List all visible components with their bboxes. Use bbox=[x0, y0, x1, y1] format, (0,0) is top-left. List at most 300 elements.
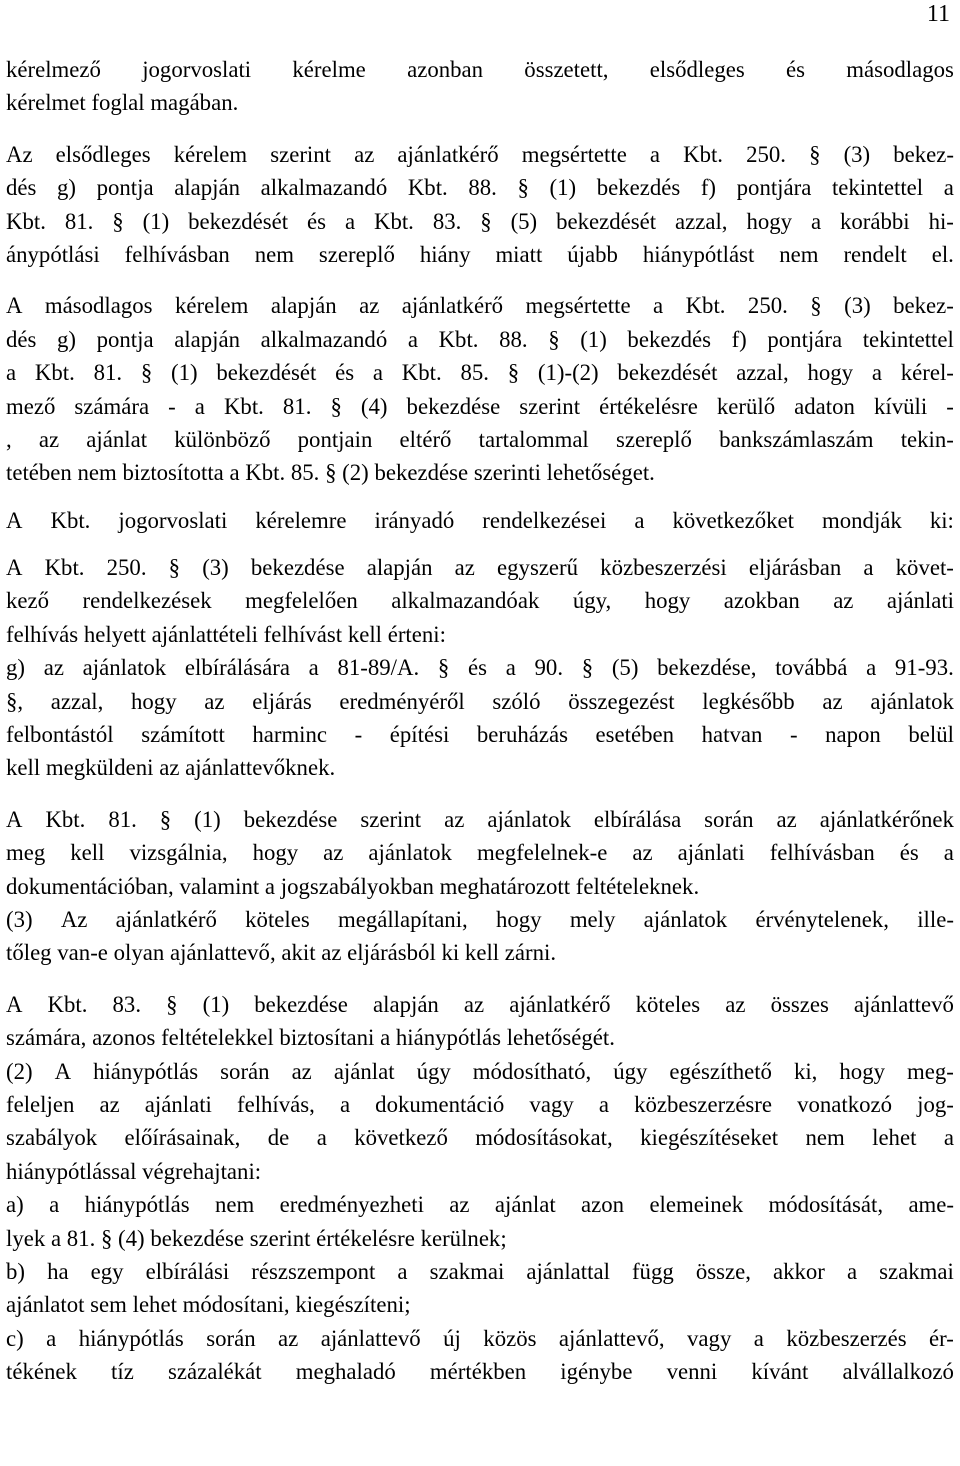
word: szereplő bbox=[615, 426, 692, 452]
word: Kbt. bbox=[6, 208, 46, 234]
word: kívánt bbox=[751, 1359, 809, 1385]
word: A bbox=[6, 991, 23, 1017]
word: kell bbox=[70, 840, 105, 866]
word: A bbox=[6, 507, 23, 533]
word: és bbox=[468, 655, 487, 681]
word: 250. bbox=[746, 141, 786, 167]
word: Kbt. bbox=[34, 360, 75, 386]
word: (1) bbox=[194, 806, 221, 832]
word: másodlagos bbox=[44, 293, 153, 319]
paragraph-spacer bbox=[6, 490, 954, 504]
word: feleljen bbox=[6, 1091, 75, 1117]
word: mértékben bbox=[429, 1359, 527, 1385]
word: § bbox=[809, 141, 821, 167]
word: eltérő bbox=[399, 426, 452, 452]
word: bekezdése, bbox=[657, 655, 757, 681]
word: az bbox=[776, 806, 797, 832]
word: bankszámlaszám bbox=[719, 426, 874, 452]
word: továbbá bbox=[775, 655, 848, 681]
word: pontjára bbox=[767, 326, 843, 352]
text-line bbox=[6, 836, 954, 869]
text-line bbox=[6, 718, 954, 751]
text-line bbox=[6, 138, 954, 171]
word: meg- bbox=[906, 1058, 954, 1084]
word: mely bbox=[569, 906, 616, 932]
word: ajánlatkérőnek bbox=[819, 806, 954, 832]
word: tőleg van-e olyan ajánlattevő, akit az eljárásból ki kell zárni. bbox=[6, 940, 557, 966]
word: pontja bbox=[96, 326, 154, 352]
text-line bbox=[6, 936, 954, 969]
text-line bbox=[6, 1222, 954, 1255]
text-line bbox=[6, 618, 954, 651]
word: ajánlattevő bbox=[320, 1325, 421, 1351]
word: az bbox=[632, 840, 653, 866]
word: Kbt. bbox=[223, 393, 264, 419]
word: ajánlatok bbox=[82, 655, 167, 681]
word: § bbox=[480, 208, 492, 234]
word: alapján bbox=[366, 555, 433, 581]
word: 83. bbox=[432, 208, 462, 234]
word: hogy bbox=[131, 688, 177, 714]
word: el. bbox=[931, 241, 954, 267]
word: A bbox=[6, 555, 23, 581]
word: kérelem bbox=[173, 141, 248, 167]
word: szerint bbox=[519, 393, 581, 419]
word: alapján bbox=[270, 293, 337, 319]
word: jog- bbox=[917, 1091, 954, 1117]
word: a bbox=[397, 1258, 408, 1284]
word: rendelkezései bbox=[482, 507, 607, 533]
word: módosításokat, bbox=[475, 1125, 613, 1151]
word: azon bbox=[581, 1192, 625, 1218]
word: g) bbox=[57, 326, 76, 352]
word: az bbox=[43, 655, 64, 681]
word: legkésőbb bbox=[702, 688, 795, 714]
word: nem bbox=[805, 1125, 845, 1151]
text-line bbox=[6, 1255, 954, 1288]
text-line bbox=[6, 323, 954, 356]
word: a bbox=[943, 175, 954, 201]
word: eredményéről bbox=[339, 688, 465, 714]
word: előírásainak, bbox=[124, 1125, 241, 1151]
text-line bbox=[6, 1355, 954, 1388]
word: § bbox=[548, 326, 560, 352]
word: és bbox=[335, 360, 355, 386]
word: c) bbox=[6, 1325, 24, 1351]
word: bekez- bbox=[893, 293, 954, 319]
word: bekezdését bbox=[216, 360, 317, 386]
word: hiánypótlás bbox=[78, 1325, 184, 1351]
word: Kbt. bbox=[47, 991, 88, 1017]
word: de bbox=[267, 1125, 290, 1151]
word: összes bbox=[770, 991, 829, 1017]
word: vagy bbox=[687, 1325, 732, 1351]
word: a bbox=[344, 208, 356, 234]
word: § bbox=[517, 175, 529, 201]
word: ajánlatok bbox=[643, 906, 728, 932]
word: Kbt. bbox=[438, 326, 479, 352]
word: a bbox=[598, 1091, 609, 1117]
word: részszempont bbox=[251, 1258, 376, 1284]
word: (5) bbox=[510, 208, 538, 234]
word: hi- bbox=[928, 208, 954, 234]
word: eredményezheti bbox=[279, 1192, 424, 1218]
word: 88. bbox=[468, 175, 497, 201]
word: bekezdése bbox=[254, 991, 348, 1017]
word: 81-89/A. bbox=[337, 655, 420, 681]
word: pontja bbox=[96, 175, 154, 201]
word: hogy bbox=[252, 840, 299, 866]
word: esetében bbox=[595, 722, 675, 748]
word: rendelt bbox=[843, 241, 907, 267]
word: közbeszerzésre bbox=[634, 1091, 773, 1117]
text-line bbox=[6, 651, 954, 684]
word: a bbox=[653, 293, 664, 319]
word: ha bbox=[47, 1258, 69, 1284]
word: 88. bbox=[499, 326, 528, 352]
text-line bbox=[6, 238, 954, 271]
word: - bbox=[789, 722, 798, 748]
word: (1) bbox=[202, 991, 230, 1017]
word: az bbox=[444, 806, 465, 832]
word: új bbox=[443, 1325, 461, 1351]
word: Kbt. bbox=[683, 141, 724, 167]
word: Kbt. bbox=[44, 555, 85, 581]
text-line bbox=[6, 1188, 954, 1221]
word: másodlagos bbox=[846, 57, 954, 82]
word: össze, bbox=[695, 1258, 751, 1284]
text-line bbox=[6, 988, 954, 1021]
word: úgy bbox=[613, 1058, 648, 1084]
word: a bbox=[308, 655, 319, 681]
word: kiegészítéseket bbox=[640, 1125, 779, 1151]
word: az bbox=[291, 1058, 312, 1084]
word: a bbox=[339, 1091, 351, 1117]
word: (1) bbox=[549, 175, 577, 201]
word: eljárásban bbox=[748, 555, 842, 581]
word: során bbox=[704, 806, 754, 832]
word: alapján bbox=[373, 991, 439, 1017]
word: kérelme bbox=[292, 57, 366, 82]
word: tekin- bbox=[900, 426, 954, 452]
word: Az bbox=[60, 906, 88, 932]
word: felhívásban bbox=[769, 840, 875, 866]
word: elbírálási bbox=[145, 1258, 230, 1284]
text-line bbox=[6, 504, 954, 537]
word: a bbox=[407, 326, 418, 352]
word: tékének bbox=[6, 1359, 77, 1385]
word: bekezdése bbox=[406, 393, 501, 419]
word: a bbox=[753, 1325, 764, 1351]
word: § bbox=[112, 208, 124, 234]
word: (2) bbox=[6, 1058, 33, 1084]
word: ajánlatkérő bbox=[115, 906, 217, 932]
word: (1) bbox=[580, 326, 607, 352]
word: közbeszerzés bbox=[786, 1325, 907, 1351]
text-line bbox=[6, 205, 954, 238]
word: módosítását, bbox=[768, 1192, 884, 1218]
paragraph-spacer bbox=[6, 271, 954, 289]
word: kell megküldeni az ajánlattevőknek. bbox=[6, 755, 336, 781]
paragraph bbox=[6, 551, 954, 785]
word: vizsgálnia, bbox=[129, 840, 228, 866]
paragraph bbox=[6, 803, 954, 970]
word: Kbt. bbox=[407, 175, 448, 201]
word: ajánlati bbox=[144, 1091, 212, 1117]
word: ajánlatok bbox=[368, 840, 452, 866]
word: g) bbox=[57, 175, 76, 201]
word: ajánlattal bbox=[526, 1258, 610, 1284]
word: beruházás bbox=[476, 722, 568, 748]
paragraph-spacer bbox=[6, 785, 954, 803]
word: a bbox=[943, 1125, 954, 1151]
word: az bbox=[454, 555, 475, 581]
word: a bbox=[372, 360, 384, 386]
word: az bbox=[278, 1325, 299, 1351]
word: és bbox=[899, 840, 919, 866]
word: ajánlatkérő bbox=[509, 991, 611, 1017]
word: § bbox=[581, 655, 594, 681]
word: hiánypótlás bbox=[84, 1192, 190, 1218]
word: § bbox=[168, 555, 181, 581]
word: a bbox=[943, 840, 954, 866]
word: ajánlattevő bbox=[853, 991, 954, 1017]
word: ajánlatkérő bbox=[397, 141, 499, 167]
text-line bbox=[6, 1055, 954, 1088]
word: § bbox=[437, 655, 450, 681]
word: az bbox=[99, 1091, 120, 1117]
word: kérelmező bbox=[6, 57, 101, 82]
word: (3) bbox=[843, 141, 871, 167]
word: megfelelnek-e bbox=[476, 840, 608, 866]
word: (1)-(2) bbox=[537, 360, 599, 386]
word: dés bbox=[6, 175, 37, 201]
word: b) bbox=[6, 1258, 25, 1284]
word: 85. bbox=[460, 360, 489, 386]
word: kező bbox=[6, 588, 50, 614]
word: § bbox=[166, 991, 178, 1017]
word: következő bbox=[354, 1125, 448, 1151]
word: napon bbox=[825, 722, 881, 748]
word: 81. bbox=[64, 208, 94, 234]
word: a bbox=[316, 1125, 327, 1151]
word: meg bbox=[6, 840, 46, 866]
word: elemeinek bbox=[649, 1192, 744, 1218]
text-line bbox=[6, 1155, 954, 1188]
word: ajánlat bbox=[86, 426, 148, 452]
word: követ- bbox=[895, 555, 954, 581]
word: alapján bbox=[174, 175, 241, 201]
word: közös bbox=[483, 1325, 537, 1351]
word: nem bbox=[779, 241, 819, 267]
word: alkalmazandó bbox=[260, 326, 388, 352]
word: § bbox=[159, 806, 172, 832]
document-body bbox=[6, 53, 954, 1388]
word: megállapítani, bbox=[337, 906, 468, 932]
word: kérelem bbox=[174, 293, 249, 319]
text-line bbox=[6, 903, 954, 936]
word: tetében nem biztosította a Kbt. 85. § (2) bekezdése szerinti lehetőséget. bbox=[6, 460, 655, 486]
word: §, bbox=[6, 688, 24, 714]
word: A bbox=[54, 1058, 72, 1084]
word: ajánlati bbox=[886, 588, 954, 614]
word: korábbi bbox=[840, 208, 910, 234]
word: megsértette bbox=[525, 293, 631, 319]
word: pontjára bbox=[736, 175, 812, 201]
word: összegezést bbox=[568, 688, 675, 714]
word: az bbox=[463, 991, 485, 1017]
word: szereplő bbox=[318, 241, 395, 267]
text-line bbox=[6, 1288, 954, 1321]
word: § bbox=[140, 360, 153, 386]
word: dés bbox=[6, 326, 37, 352]
word: az bbox=[725, 991, 746, 1017]
word: az bbox=[822, 688, 843, 714]
word: ame- bbox=[908, 1192, 954, 1218]
word: szabályok bbox=[6, 1125, 98, 1151]
word: tekintettel bbox=[862, 326, 954, 352]
word: ajánlat bbox=[494, 1192, 556, 1218]
text-line bbox=[6, 870, 954, 903]
word: a bbox=[46, 1325, 57, 1351]
word: a bbox=[505, 655, 516, 681]
word: alkalmazandóak bbox=[391, 588, 540, 614]
word: építési bbox=[389, 722, 450, 748]
word: azonban bbox=[407, 57, 484, 82]
word: alkalmazandó bbox=[260, 175, 388, 201]
word: hogy bbox=[644, 588, 691, 614]
word: hogy bbox=[746, 208, 793, 234]
word: ille- bbox=[917, 906, 954, 932]
word: különböző bbox=[174, 426, 271, 452]
word: (4) bbox=[360, 393, 388, 419]
word: bekez- bbox=[893, 141, 954, 167]
word: 81. bbox=[282, 393, 312, 419]
word: 91-93. bbox=[894, 655, 954, 681]
word: 81. bbox=[108, 806, 137, 832]
word: számára bbox=[74, 393, 150, 419]
word: (1) bbox=[142, 208, 170, 234]
text-line bbox=[6, 423, 954, 456]
word: bekezdés bbox=[627, 326, 711, 352]
word: a) bbox=[6, 1192, 24, 1218]
word: köteles bbox=[245, 906, 310, 932]
word: a bbox=[649, 141, 661, 167]
word: igénybe bbox=[560, 1359, 633, 1385]
word: Kbt. bbox=[401, 360, 442, 386]
word: szakmai bbox=[429, 1258, 505, 1284]
word: a bbox=[810, 208, 822, 234]
word: százalékát bbox=[167, 1359, 262, 1385]
word: az bbox=[204, 688, 225, 714]
word: bekezdése bbox=[243, 806, 338, 832]
word: szóló bbox=[492, 688, 541, 714]
word: azzal, bbox=[736, 360, 789, 386]
word: elbírálására bbox=[184, 655, 290, 681]
word: (5) bbox=[611, 655, 639, 681]
word: g) bbox=[6, 655, 25, 681]
word: és bbox=[307, 208, 327, 234]
word: az bbox=[833, 588, 854, 614]
word: módosítható, bbox=[472, 1058, 592, 1084]
word: vagy bbox=[529, 1091, 574, 1117]
word: kérelemre bbox=[255, 507, 347, 533]
word: felhívásban bbox=[124, 241, 230, 267]
word: hiány bbox=[419, 241, 471, 267]
text-line bbox=[6, 685, 954, 718]
word: megsértette bbox=[521, 141, 627, 167]
word: mondják bbox=[822, 507, 902, 533]
word: belül bbox=[908, 722, 954, 748]
word: nem bbox=[254, 241, 294, 267]
word: miatt bbox=[495, 241, 543, 267]
text-line bbox=[6, 1021, 954, 1054]
word: § bbox=[330, 393, 342, 419]
word: során bbox=[220, 1058, 270, 1084]
word: azokban bbox=[723, 588, 800, 614]
word: bekezdését bbox=[188, 208, 289, 234]
word: elbírálása bbox=[593, 806, 682, 832]
paragraph-spacer bbox=[6, 537, 954, 551]
word: egészíthető bbox=[669, 1058, 772, 1084]
word: ajánlatok bbox=[487, 806, 571, 832]
word: következőket bbox=[672, 507, 795, 533]
word: ajánlatkérő bbox=[401, 293, 504, 319]
word: jogorvoslati bbox=[142, 57, 252, 82]
word: harminc bbox=[252, 722, 328, 748]
word: szerint bbox=[270, 141, 331, 167]
word: jogorvoslati bbox=[118, 507, 228, 533]
text-line bbox=[6, 456, 954, 489]
word: függ bbox=[631, 1258, 674, 1284]
word: hogy bbox=[807, 360, 854, 386]
word: bekezdését bbox=[556, 208, 657, 234]
word: vonatkozó bbox=[797, 1091, 893, 1117]
word: adaton bbox=[794, 393, 855, 419]
word: § bbox=[507, 360, 520, 386]
word: kérel- bbox=[900, 360, 954, 386]
word: mező bbox=[6, 393, 56, 419]
word: a bbox=[863, 555, 874, 581]
word: a bbox=[871, 360, 882, 386]
word: hogy bbox=[495, 906, 542, 932]
word: bekezdését bbox=[617, 360, 718, 386]
text-line bbox=[6, 86, 954, 119]
word: meghaladó bbox=[295, 1359, 396, 1385]
word: újabb bbox=[567, 241, 618, 267]
word: bekezdés bbox=[596, 175, 681, 201]
word: (3) bbox=[202, 555, 229, 581]
word: - bbox=[354, 722, 363, 748]
word: 83. bbox=[112, 991, 142, 1017]
word: A bbox=[6, 806, 23, 832]
word: ki: bbox=[929, 507, 954, 533]
word: A bbox=[6, 293, 23, 319]
word: egy bbox=[90, 1258, 124, 1284]
word: azzal, bbox=[675, 208, 728, 234]
text-line bbox=[6, 551, 954, 584]
word: számára, azonos feltételekkel biztosítani a hiánypótlás lehetőségét. bbox=[6, 1025, 615, 1051]
word: közbeszerzési bbox=[600, 555, 727, 581]
page-number: 11 bbox=[926, 1, 950, 27]
word: a bbox=[49, 1192, 60, 1218]
word: úgy, bbox=[572, 588, 612, 614]
word: dokumentáció bbox=[375, 1091, 505, 1117]
text-line bbox=[6, 171, 954, 204]
word: § bbox=[810, 293, 822, 319]
word: - bbox=[168, 393, 176, 419]
text-line bbox=[6, 751, 954, 784]
